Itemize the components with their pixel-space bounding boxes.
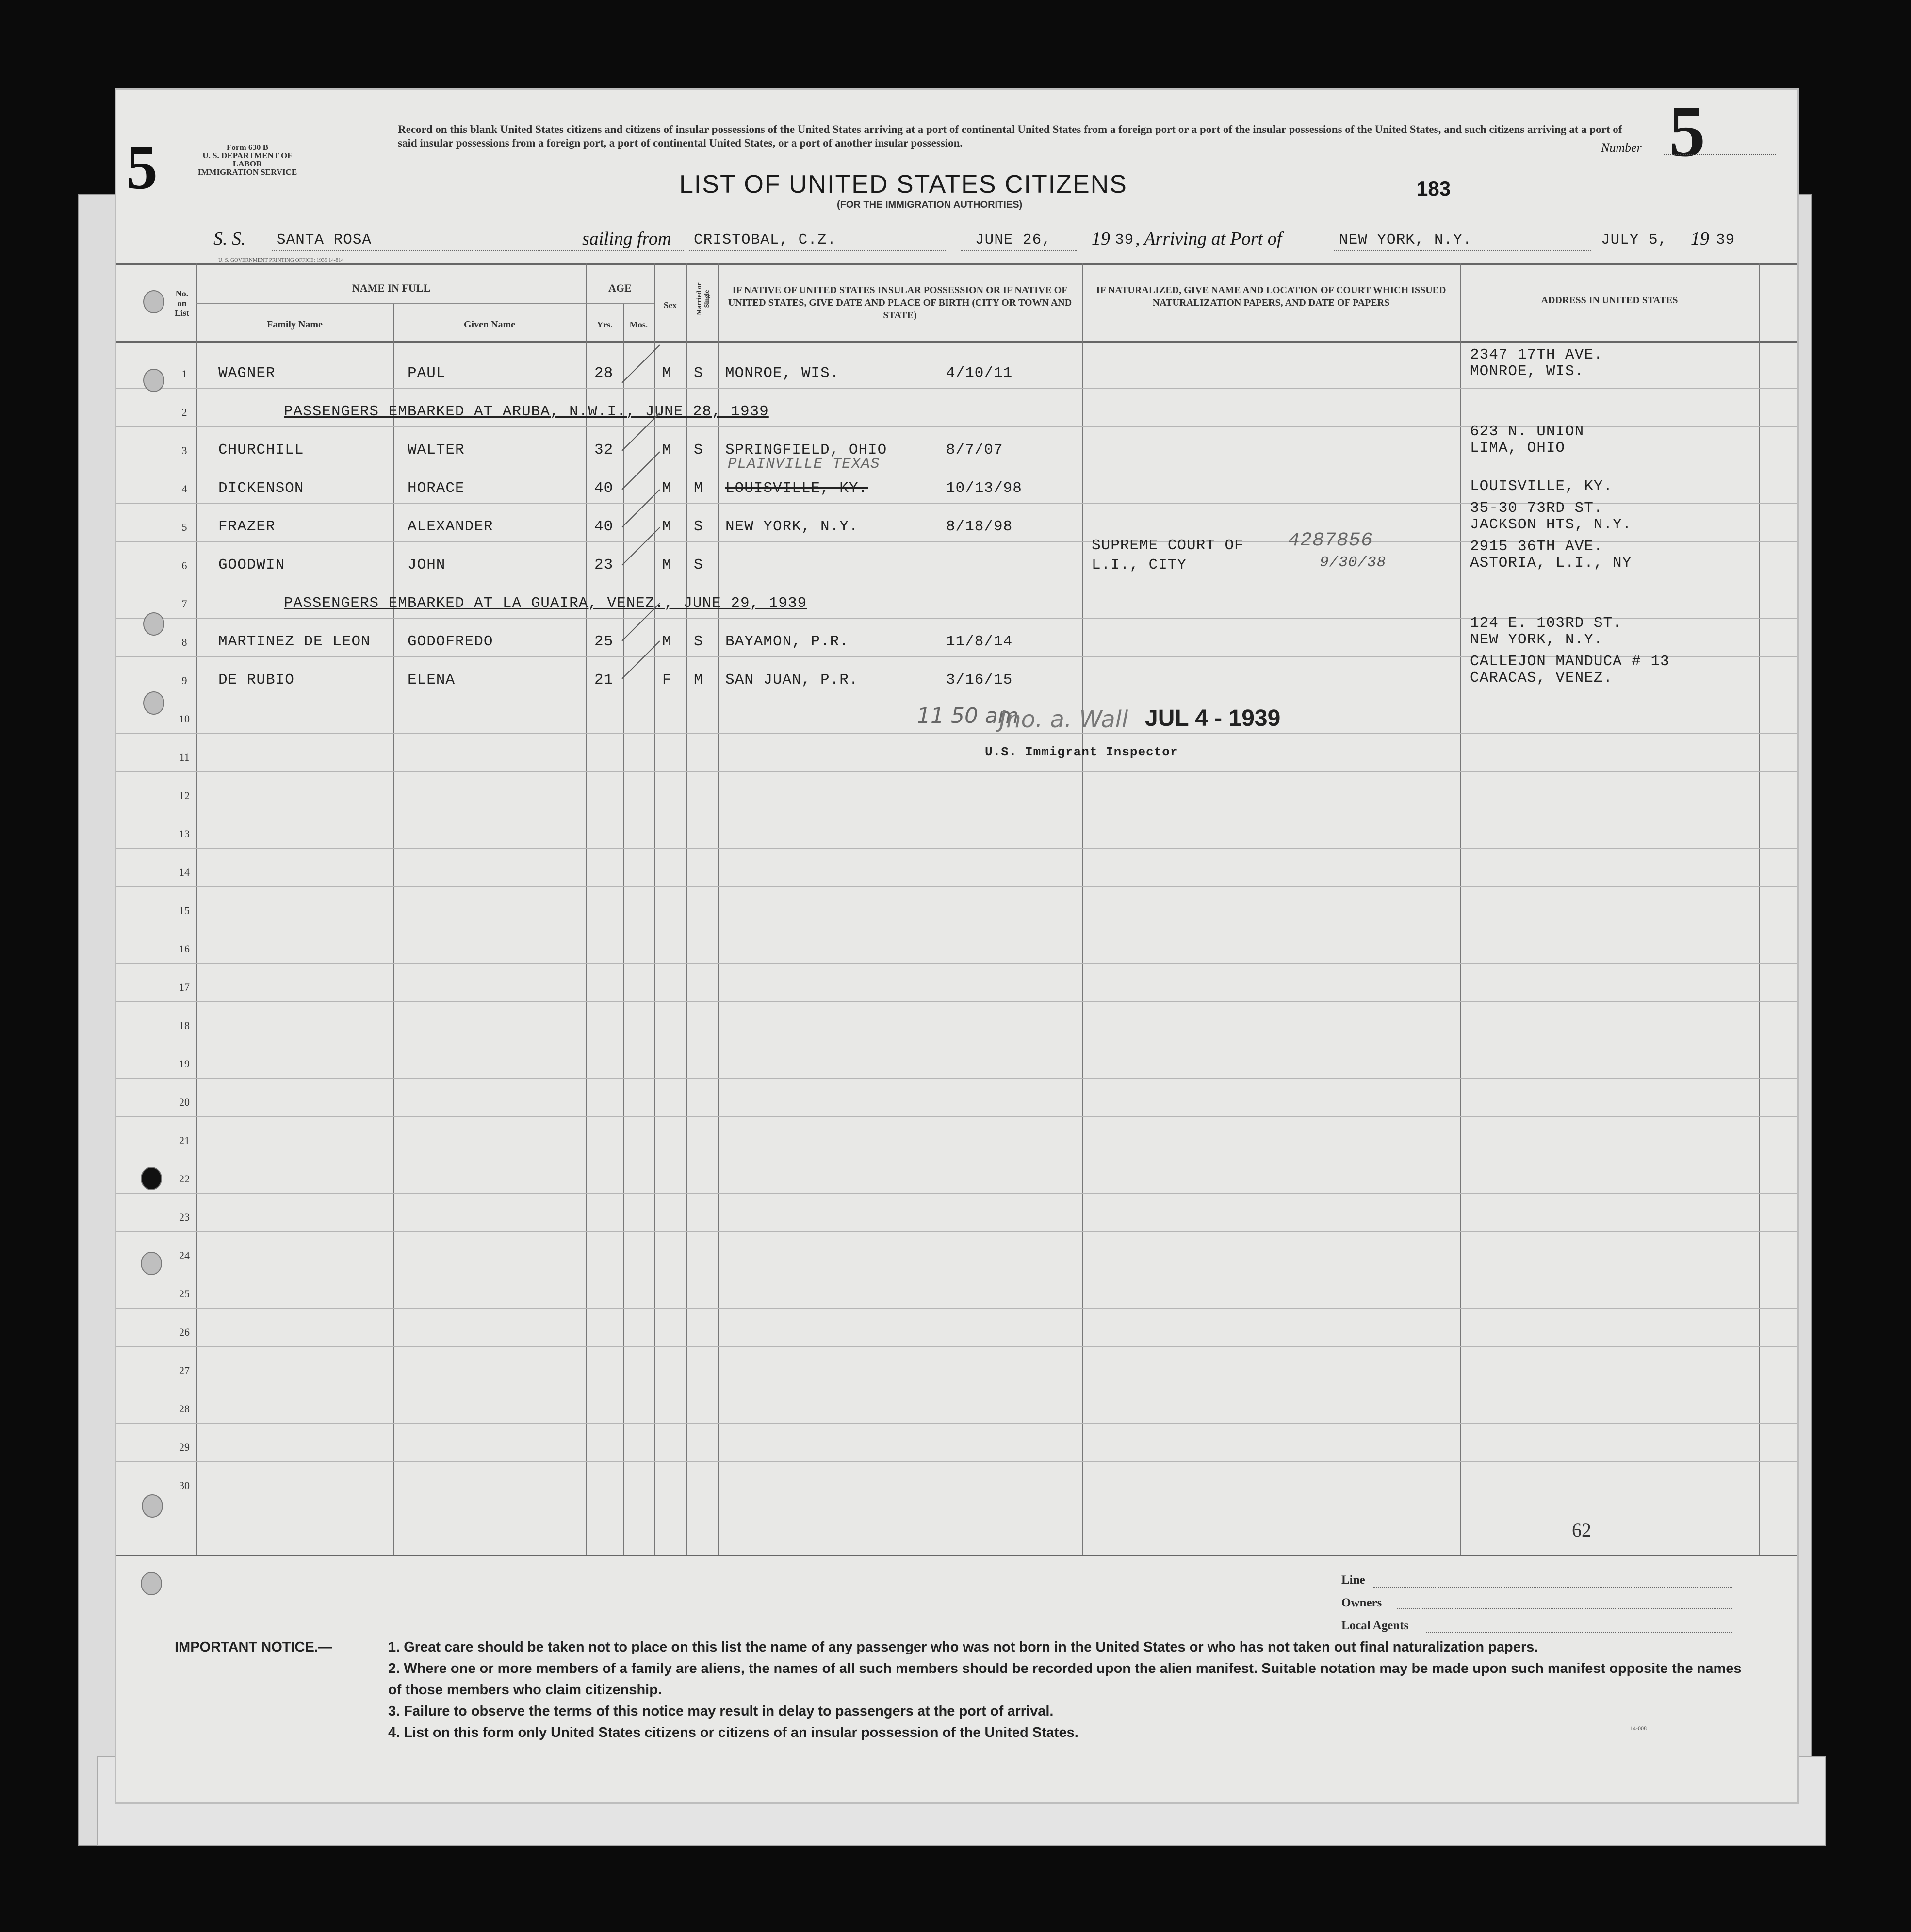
birth-place-note: PLAINVILLE TEXAS bbox=[728, 456, 880, 473]
sex: M bbox=[662, 557, 672, 573]
naturalization-date: 9/30/38 bbox=[1320, 554, 1387, 571]
family-name: MARTINEZ DE LEON bbox=[218, 633, 371, 650]
notice-2: 2. Where one or more members of a family are aliens, the names of all such members should be recorded upon the alien manifest. Suitable notation may be made upon such manifest opposite the names of those members who claim citizenship. bbox=[388, 1661, 1742, 1698]
col-divider bbox=[1460, 263, 1461, 1555]
inspector-title: U.S. Immigrant Inspector bbox=[985, 745, 1178, 759]
row-number: 9 bbox=[181, 674, 187, 687]
col-married: Married or Single bbox=[696, 282, 711, 315]
address-line-2: ASTORIA, L.I., NY bbox=[1470, 555, 1632, 572]
birth-date: 4/10/11 bbox=[946, 365, 1013, 382]
row-number: 18 bbox=[179, 1019, 190, 1031]
arrival-date: JULY 5, bbox=[1601, 231, 1668, 248]
col-mos: Mos. bbox=[629, 320, 648, 329]
row-number: 12 bbox=[179, 789, 190, 802]
birth-date: 8/18/98 bbox=[946, 518, 1013, 535]
age-subdivider bbox=[586, 303, 654, 304]
marital-status: S bbox=[694, 442, 703, 458]
col-divider bbox=[623, 303, 624, 1555]
birth-place: SAN JUAN, P.R. bbox=[725, 671, 859, 688]
ss-label: S. S. bbox=[213, 229, 246, 249]
row-number: 13 bbox=[179, 828, 190, 840]
court-location: L.I., CITY bbox=[1092, 557, 1187, 573]
row-number: 16 bbox=[179, 943, 190, 955]
row-line bbox=[116, 1116, 1797, 1117]
col-age: AGE bbox=[608, 282, 632, 294]
row-line bbox=[116, 1078, 1797, 1079]
row-number: 14 bbox=[179, 866, 190, 878]
given-name: ALEXANDER bbox=[408, 518, 493, 535]
row-line bbox=[116, 886, 1797, 887]
age-years: 25 bbox=[594, 633, 614, 650]
arrival-port: NEW YORK, N.Y. bbox=[1339, 231, 1472, 248]
row-number: 24 bbox=[179, 1249, 190, 1261]
sailing-from: CRISTOBAL, C.Z. bbox=[694, 231, 837, 248]
number-label: Number bbox=[1601, 141, 1642, 155]
address-line-2: JACKSON HTS, N.Y. bbox=[1470, 516, 1632, 533]
row-number: 3 bbox=[181, 444, 187, 457]
row-line bbox=[116, 1231, 1797, 1232]
notice-1 bbox=[175, 1637, 1751, 1658]
arrival-year-prefix: 19 bbox=[1691, 229, 1709, 249]
sex: M bbox=[662, 633, 672, 650]
table-bottom bbox=[116, 1555, 1797, 1556]
row-number: 7 bbox=[181, 598, 187, 610]
row-line bbox=[116, 388, 1797, 389]
birth-date: 10/13/98 bbox=[946, 480, 1022, 497]
form-code: Form 630 B bbox=[227, 143, 268, 152]
sex: F bbox=[662, 671, 672, 688]
form-info bbox=[189, 143, 306, 176]
row-number: 17 bbox=[179, 981, 190, 993]
form-big-number: 5 bbox=[126, 132, 158, 202]
row-number: 11 bbox=[179, 751, 190, 763]
birth-date: 8/7/07 bbox=[946, 442, 1003, 458]
given-name: HORACE bbox=[408, 480, 465, 497]
row-number: 6 bbox=[181, 559, 187, 572]
naturalization-number: 4287856 bbox=[1288, 530, 1373, 552]
punch-hole bbox=[143, 290, 164, 313]
section-heading: PASSENGERS EMBARKED AT LA GUAIRA, VENEZ., JUNE 29, 1939 bbox=[284, 595, 807, 612]
given-name: WALTER bbox=[408, 442, 465, 458]
col-naturalized: IF NATURALIZED, GIVE NAME AND LOCATION OF COURT WHICH ISSUED NATURALIZATION PAPERS, AND DATE OF PAPERS bbox=[1096, 285, 1446, 308]
department: U. S. DEPARTMENT OF LABOR bbox=[202, 151, 293, 168]
given-name: ELENA bbox=[408, 671, 456, 688]
birth-date: 3/16/15 bbox=[946, 671, 1013, 688]
name-subdivider bbox=[196, 303, 586, 304]
birth-place: SPRINGFIELD, OHIO bbox=[725, 442, 887, 458]
marital-status: S bbox=[694, 518, 703, 535]
row-line bbox=[116, 1461, 1797, 1462]
address-line-1: 35-30 73RD ST. bbox=[1470, 500, 1603, 517]
address-line-2: NEW YORK, N.Y. bbox=[1470, 631, 1603, 648]
sex: M bbox=[662, 518, 672, 535]
col-divider bbox=[1759, 263, 1760, 1555]
col-given-name: Given Name bbox=[463, 319, 516, 330]
col-divider bbox=[718, 263, 719, 1555]
given-name: GODOFREDO bbox=[408, 633, 493, 650]
service: IMMIGRATION SERVICE bbox=[197, 167, 297, 177]
agents-label: Local Agents bbox=[1341, 1619, 1409, 1632]
punch-hole bbox=[143, 369, 164, 392]
court-name: SUPREME COURT OF bbox=[1092, 537, 1244, 554]
row-number: 5 bbox=[181, 521, 187, 533]
address-line-1: CALLEJON MANDUCA # 13 bbox=[1470, 653, 1670, 670]
header-bottom bbox=[116, 341, 1797, 343]
row-number: 22 bbox=[179, 1173, 190, 1185]
col-no-2: on bbox=[177, 298, 187, 308]
row-number: 21 bbox=[179, 1134, 190, 1146]
age-years: 40 bbox=[594, 480, 614, 497]
row-line bbox=[116, 963, 1797, 964]
table-top bbox=[116, 263, 1797, 265]
col-divider bbox=[393, 303, 394, 1555]
marital-status: S bbox=[694, 365, 703, 382]
agents-field bbox=[1426, 1632, 1732, 1633]
row-line bbox=[116, 771, 1797, 772]
age-years: 23 bbox=[594, 557, 614, 573]
birth-place: NEW YORK, N.Y. bbox=[725, 518, 859, 535]
family-name: DE RUBIO bbox=[218, 671, 294, 688]
row-line bbox=[116, 848, 1797, 849]
address-line-1: 2347 17TH AVE. bbox=[1470, 346, 1603, 363]
row-number: 4 bbox=[181, 483, 187, 495]
row-number: 10 bbox=[179, 713, 190, 725]
birth-place: BAYAMON, P.R. bbox=[725, 633, 849, 650]
punch-hole bbox=[143, 612, 164, 636]
row-number: 28 bbox=[179, 1403, 190, 1415]
row-number: 1 bbox=[181, 368, 187, 380]
punch-hole bbox=[141, 1167, 162, 1190]
year-prefix: 19 bbox=[1092, 229, 1110, 249]
row-number: 26 bbox=[179, 1326, 190, 1338]
col-divider bbox=[586, 263, 587, 1555]
row-number: 29 bbox=[179, 1441, 190, 1453]
marital-status: M bbox=[694, 671, 703, 688]
col-no-1: No. bbox=[175, 289, 189, 298]
address-line-1: 124 E. 103RD ST. bbox=[1470, 615, 1622, 632]
number-underline bbox=[1664, 154, 1776, 155]
owners-label: Owners bbox=[1341, 1596, 1382, 1609]
ship-name: SANTA ROSA bbox=[277, 231, 372, 248]
number-value: 5 bbox=[1669, 91, 1705, 172]
address-line-2: LIMA, OHIO bbox=[1470, 440, 1566, 457]
row-line bbox=[116, 733, 1797, 734]
age-years: 32 bbox=[594, 442, 614, 458]
birth-place: MONROE, WIS. bbox=[725, 365, 840, 382]
col-no-3: List bbox=[174, 308, 189, 318]
col-family-name: Family Name bbox=[267, 319, 323, 330]
family-name: GOODWIN bbox=[218, 557, 285, 573]
col-no bbox=[165, 289, 199, 318]
sex: M bbox=[662, 480, 672, 497]
ship-line bbox=[272, 250, 684, 251]
family-name: DICKENSON bbox=[218, 480, 304, 497]
notice-title: IMPORTANT NOTICE.— bbox=[175, 1639, 332, 1655]
printing-office: U. S. GOVERNMENT PRINTING OFFICE: 1939 14-814 bbox=[218, 257, 344, 263]
punch-hole bbox=[141, 1572, 162, 1595]
sailing-date: JUNE 26, bbox=[975, 231, 1051, 248]
given-name: JOHN bbox=[408, 557, 446, 573]
sex: M bbox=[662, 442, 672, 458]
col-birth: IF NATIVE OF UNITED STATES INSULAR POSSESSION OR IF NATIVE OF UNITED STATES, GIVE DATE AND PLACE OF BIRTH (CITY OR TOWN AND STATE) bbox=[728, 285, 1072, 321]
col-divider bbox=[1082, 263, 1083, 1555]
family-name: WAGNER bbox=[218, 365, 276, 382]
address-line-2: CARACAS, VENEZ. bbox=[1470, 670, 1613, 687]
page-subtitle: (FOR THE IMMIGRATION AUTHORITIES) bbox=[837, 199, 1023, 210]
form-code-footer: 14-008 bbox=[1630, 1725, 1647, 1732]
row-number: 25 bbox=[179, 1288, 190, 1300]
marital-status: S bbox=[694, 557, 703, 573]
year-suffix: 39 bbox=[1115, 231, 1134, 248]
inspector-signature: Jno. a. Wall bbox=[999, 706, 1128, 733]
stamp-time: 11 50 am bbox=[917, 704, 1019, 728]
row-number: 8 bbox=[181, 636, 187, 648]
row-number: 23 bbox=[179, 1211, 190, 1223]
row-number: 27 bbox=[179, 1364, 190, 1376]
address-line-1: 623 N. UNION bbox=[1470, 423, 1584, 440]
section-heading: PASSENGERS EMBARKED AT ARUBA, N.W.I., JUNE 28, 1939 bbox=[284, 403, 769, 420]
owners-field bbox=[1397, 1608, 1732, 1609]
age-years: 21 bbox=[594, 671, 614, 688]
age-years: 40 bbox=[594, 518, 614, 535]
header-note: Record on this blank United States citizens and citizens of insular possessions of the United States arriving at a port of continental United States from a foreign port or a port of the insular possessions of the United States, and such citizens arriving at a port of said insular possessions from a foreign port, a port of continental United States, or a port of another insular possession. bbox=[398, 123, 1622, 149]
punch-hole bbox=[143, 691, 164, 715]
manifest-sheet bbox=[116, 90, 1797, 1802]
birth-place: LOUISVILLE, KY. bbox=[725, 480, 868, 497]
row-line bbox=[116, 1193, 1797, 1194]
notice-text: 1. Great care should be taken not to place on this list the name of any passenger who was not born in the United States or who has not taken out final naturalization papers. bbox=[388, 1639, 1538, 1655]
arrival-year-suffix: 39 bbox=[1716, 231, 1735, 248]
notice-4: 4. List on this form only United States citizens or citizens of an insular possession of the United States. bbox=[388, 1725, 1078, 1740]
sex: M bbox=[662, 365, 672, 382]
punch-hole bbox=[141, 1252, 162, 1275]
col-name-in-full: NAME IN FULL bbox=[352, 282, 431, 294]
row-number: 30 bbox=[179, 1479, 190, 1491]
stamp-date: JUL 4 - 1939 bbox=[1145, 705, 1281, 731]
page-count: 62 bbox=[1572, 1519, 1591, 1541]
address-line-2: LOUISVILLE, KY. bbox=[1470, 478, 1613, 495]
row-line bbox=[116, 1423, 1797, 1424]
row-line bbox=[116, 1001, 1797, 1002]
row-number: 20 bbox=[179, 1096, 190, 1108]
address-line-1: 2915 36TH AVE. bbox=[1470, 538, 1603, 555]
col-divider bbox=[196, 263, 197, 1555]
punch-hole bbox=[142, 1494, 163, 1518]
port-line bbox=[1334, 250, 1591, 251]
col-sex: Sex bbox=[664, 300, 677, 310]
address-line-2: MONROE, WIS. bbox=[1470, 363, 1584, 380]
arriving-label: , Arriving at Port of bbox=[1135, 229, 1282, 249]
notice-3: 3. Failure to observe the terms of this notice may result in delay to passengers at the port of arrival. bbox=[388, 1703, 1054, 1719]
row-number: 2 bbox=[181, 406, 187, 418]
page-title: LIST OF UNITED STATES CITIZENS bbox=[679, 170, 1127, 198]
row-line bbox=[116, 1308, 1797, 1309]
row-line bbox=[116, 1346, 1797, 1347]
col-divider bbox=[686, 263, 687, 1555]
birth-date: 11/8/14 bbox=[946, 633, 1013, 650]
line-field bbox=[1373, 1587, 1732, 1588]
row-number: 19 bbox=[179, 1058, 190, 1070]
date-line bbox=[961, 250, 1077, 251]
family-name: FRAZER bbox=[218, 518, 276, 535]
sailing-label: sailing from bbox=[582, 229, 671, 249]
row-number: 15 bbox=[179, 904, 190, 917]
col-address: ADDRESS IN UNITED STATES bbox=[1541, 295, 1678, 306]
marital-status: S bbox=[694, 633, 703, 650]
age-years: 28 bbox=[594, 365, 614, 382]
line-label: Line bbox=[1341, 1573, 1365, 1587]
given-name: PAUL bbox=[408, 365, 446, 382]
sheet-number: 183 bbox=[1417, 177, 1451, 200]
family-name: CHURCHILL bbox=[218, 442, 304, 458]
from-line bbox=[689, 250, 946, 251]
important-notice bbox=[175, 1637, 1751, 1743]
marital-status: M bbox=[694, 480, 703, 497]
col-yrs: Yrs. bbox=[597, 320, 613, 329]
